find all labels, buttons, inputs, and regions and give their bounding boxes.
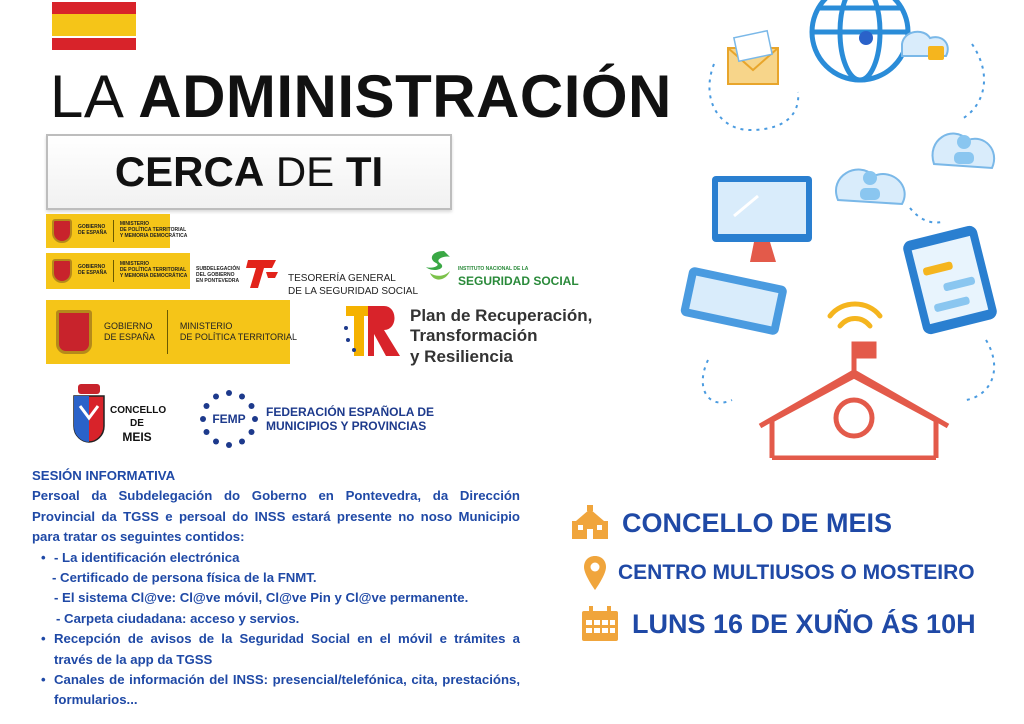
gov-logo-band-1: GOBIERNO DE ESPAÑA MINISTERIO DE POLÍTICA TERRITORIAL Y MEMORIA DEMOCRÁTICA: [46, 214, 170, 248]
coat-of-arms-icon: [56, 310, 92, 354]
seguridad-social-big: SEGURIDAD SOCIAL: [458, 274, 579, 288]
tgss-text: TESORERÍA GENERAL DE LA SEGURIDAD SOCIAL: [288, 273, 419, 297]
list-item: • Canales de información del INSS: presencial/telefónica, cita, prestacións, formularios...: [32, 670, 520, 711]
meis-coat-of-arms-icon: [70, 382, 108, 444]
calendar-icon: [580, 606, 620, 642]
list-item: - El sistema Cl@ve: Cl@ve móvil, Cl@ve Pin y Cl@ve permanente.: [54, 590, 469, 606]
tgss-logo-icon: [244, 256, 280, 292]
coat-of-arms-icon: [52, 259, 72, 283]
envelope-icon: [728, 31, 778, 84]
event-place: CONCELLO DE MEIS: [570, 505, 892, 541]
town-hall-icon: [570, 505, 610, 541]
event-date: LUNS 16 DE XUÑO ÁS 10H: [580, 606, 976, 642]
femp-text: FEDERACIÓN ESPAÑOLA DE MUNICIPIOS Y PROVINCIAS: [266, 405, 435, 434]
wifi-icon: [830, 304, 880, 326]
femp-logo-icon: [198, 388, 260, 450]
femp-badge-text: FEMP: [212, 412, 246, 426]
keyboard-icon: [680, 266, 788, 336]
building-icon: [760, 342, 948, 458]
tablet-icon: [902, 224, 999, 336]
info-heading: SESIÓN INFORMATIVA: [32, 468, 176, 483]
spain-flag: [52, 2, 136, 50]
concello-meis-text: CONCELLO DE MEIS: [110, 405, 167, 444]
plan-recuperacion-text: Plan de Recuperación, Transformación y Resiliencia: [410, 306, 593, 366]
info-list: [32, 548, 520, 711]
location-pin-icon: [584, 556, 606, 590]
seguridad-social-small: INSTITUTO NACIONAL DE LA: [458, 266, 529, 272]
page-title: [50, 62, 672, 131]
coat-of-arms-icon: [52, 219, 72, 243]
list-item: • - La identificación electrónica: [32, 548, 520, 568]
seguridad-social-logo-icon: [422, 247, 454, 287]
lock-icon: [928, 46, 944, 60]
event-venue: CENTRO MULTIUSOS O MOSTEIRO: [584, 556, 975, 590]
list-item: • Recepción de avisos de la Seguridad Social en el móvil e trámites a través de la app da TGSS: [32, 629, 520, 670]
plan-recuperacion-logo-icon: [340, 302, 404, 360]
list-item: - Carpeta ciudadana: acceso y servios.: [56, 610, 300, 626]
info-intro: Persoal da Subdelegación do Goberno en Pontevedra, da Dirección Provincial da TGSS e persoal do INSS estará presente no noso Municipio para tratar os seguintes contidos:: [32, 488, 520, 545]
title-light: LA: [50, 63, 122, 130]
subtitle-box: [46, 134, 452, 210]
subtitle: CERCA DE TI: [114, 148, 384, 195]
gov-logo-band-2: GOBIERNO DE ESPAÑA MINISTERIO DE POLÍTICA TERRITORIAL Y MEMORIA DEMOCRÁTICA: [46, 253, 190, 289]
digital-services-illustration: [680, 0, 1024, 460]
monitor-icon: [712, 176, 812, 262]
info-section: [32, 466, 520, 711]
gov-logo-band-3: GOBIERNO DE ESPAÑA MINISTERIO DE POLÍTICA TERRITORIAL: [46, 300, 290, 364]
title-bold: ADMINISTRACIÓN: [138, 63, 672, 130]
globe-node-icon: [859, 31, 873, 45]
list-item: - Certificado de persona física de la FNMT.: [52, 570, 317, 586]
subdelegacion-text: SUBDELEGACIÓN DEL GOBIERNO EN PONTEVEDRA: [196, 266, 240, 284]
